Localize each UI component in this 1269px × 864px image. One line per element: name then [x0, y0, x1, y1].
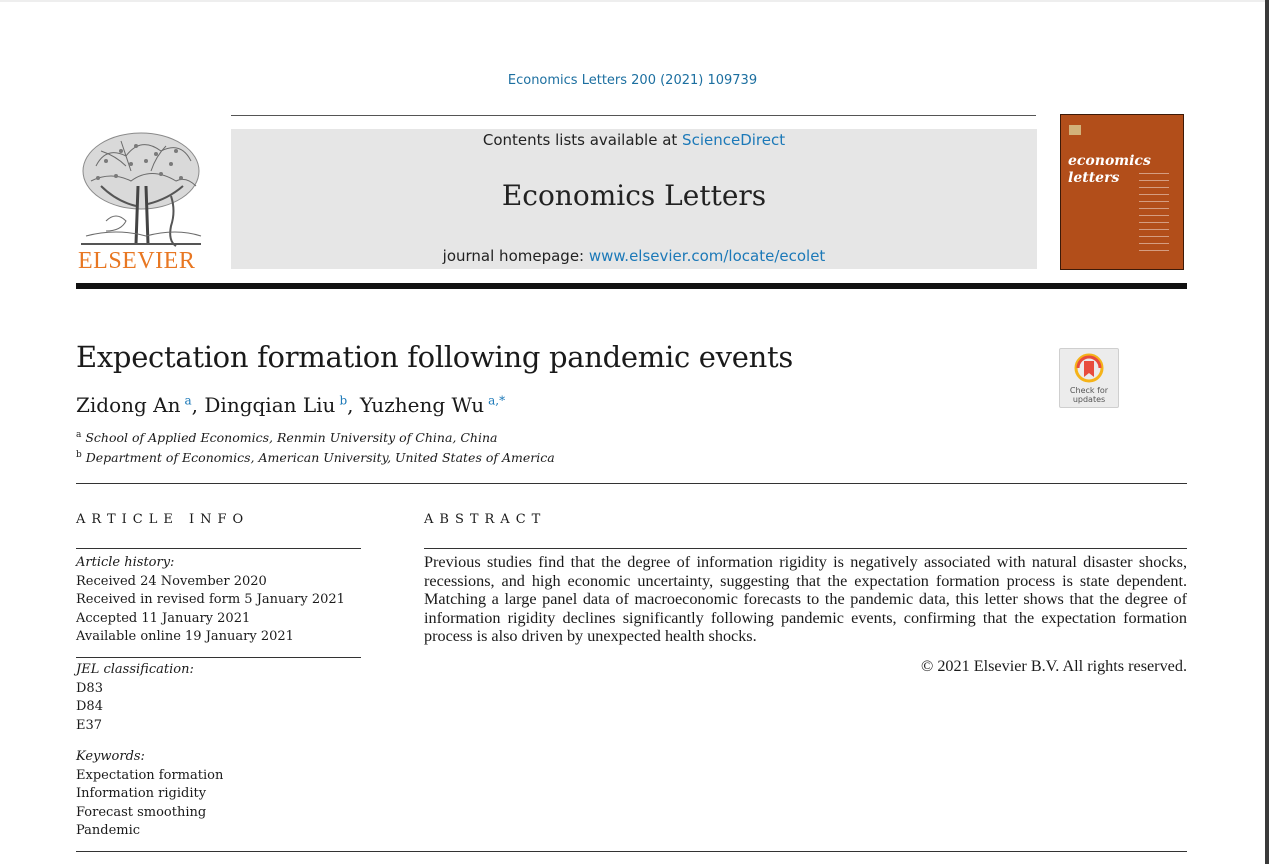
header-thick-rule [76, 283, 1187, 289]
section-rule [76, 483, 1187, 484]
jel-code: E37 [76, 717, 103, 733]
jel-rule [76, 657, 361, 658]
contents-line [231, 131, 1037, 149]
copyright-notice: © 2021 Elsevier B.V. All rights reserved. [920, 657, 1187, 675]
author-list: Zidong An $^a$, Dingqian Liu $^b$, Yuzheng Wu $^{a,*}$ [76, 393, 506, 417]
affiliation-a [76, 430, 498, 445]
journal-cover [1060, 114, 1184, 270]
author-affil-mark[interactable]: b [339, 393, 348, 408]
history-item: Received 24 November 2020 [76, 573, 267, 589]
journal-name: Economics Letters [501, 179, 767, 212]
affiliation-mark: b [76, 450, 82, 460]
abstract-rule [424, 548, 1187, 549]
journal-citation[interactable]: Economics Letters 200 (2021) 109739 [507, 73, 758, 88]
cover-title-line2: letters [1068, 170, 1120, 186]
keywords-label: Keywords: [76, 749, 145, 764]
cover-text-lines [1139, 173, 1169, 257]
author-affil-mark[interactable]: a,* [488, 393, 506, 408]
paper-title: Expectation formation following pandemic events [76, 340, 793, 374]
abstract-text: Previous studies find that the degree of information rigidity is negatively associated with natural disaster shocks, recessions, and high economic uncertainty, suggesting that the expectation formation process is state dependent. Matching a large panel data of macroeconomic forecasts to the pandemic data, this letter shows that the degree of information rigidity declines significantly following pandemic events, confirming that the expectation formation process is also driven by unexpected health shocks. [424, 553, 1187, 645]
jel-code: D84 [76, 699, 103, 714]
history-item: Accepted 11 January 2021 [76, 610, 251, 626]
affiliation-mark: a [76, 430, 82, 440]
author-affil-mark[interactable]: a [184, 393, 192, 408]
article-info-rule [76, 548, 361, 549]
homepage-link[interactable]: www.elsevier.com/locate/ecolet [588, 247, 826, 265]
affiliation-text: Department of Economics, American University, United States of America [85, 450, 555, 466]
check-updates-line1: Check for [1069, 386, 1109, 395]
sciencedirect-link[interactable]: ScienceDirect [682, 131, 786, 149]
history-item: Available online 19 January 2021 [76, 629, 294, 644]
history-item: Received in revised form 5 January 2021 [76, 592, 345, 607]
viewer-edge [1265, 0, 1269, 864]
affiliation-text: School of Applied Economics, Renmin University of China, China [85, 430, 498, 446]
keyword: Expectation formation [76, 767, 224, 783]
bottom-rule [76, 851, 1187, 852]
author-name[interactable]: Yuzheng Wu [359, 393, 485, 417]
check-for-updates-button[interactable] [1059, 348, 1119, 408]
jel-code: D83 [76, 680, 103, 696]
journal-banner [231, 129, 1037, 269]
check-updates-label [1060, 386, 1118, 404]
keyword: Pandemic [76, 823, 141, 838]
cover-title-line1: economics [1068, 153, 1151, 169]
affiliation-b [76, 450, 555, 465]
keyword: Information rigidity [76, 786, 207, 801]
header-rule [231, 115, 1036, 116]
article-history [76, 554, 345, 647]
article-history-label: Article history: [76, 555, 175, 570]
check-updates-icon [1074, 353, 1104, 385]
jel-label: JEL classification: [76, 662, 194, 677]
author-name[interactable]: Zidong An [76, 393, 181, 417]
author-name[interactable]: Dingqian Liu [204, 393, 336, 417]
homepage-prefix: journal homepage: [442, 247, 589, 265]
page-top-shadow [0, 0, 1265, 2]
elsevier-wordmark: ELSEVIER [78, 248, 196, 274]
article-info-heading: ARTICLE INFO [76, 512, 250, 527]
check-updates-line2: updates [1072, 395, 1106, 404]
abstract-heading: ABSTRACT [424, 512, 547, 527]
keyword: Forecast smoothing [76, 804, 207, 820]
cover-badge-icon [1069, 125, 1081, 135]
jel-classification [76, 661, 194, 735]
contents-prefix: Contents lists available at [482, 131, 683, 149]
homepage-line [231, 247, 1037, 265]
keywords [76, 748, 223, 841]
